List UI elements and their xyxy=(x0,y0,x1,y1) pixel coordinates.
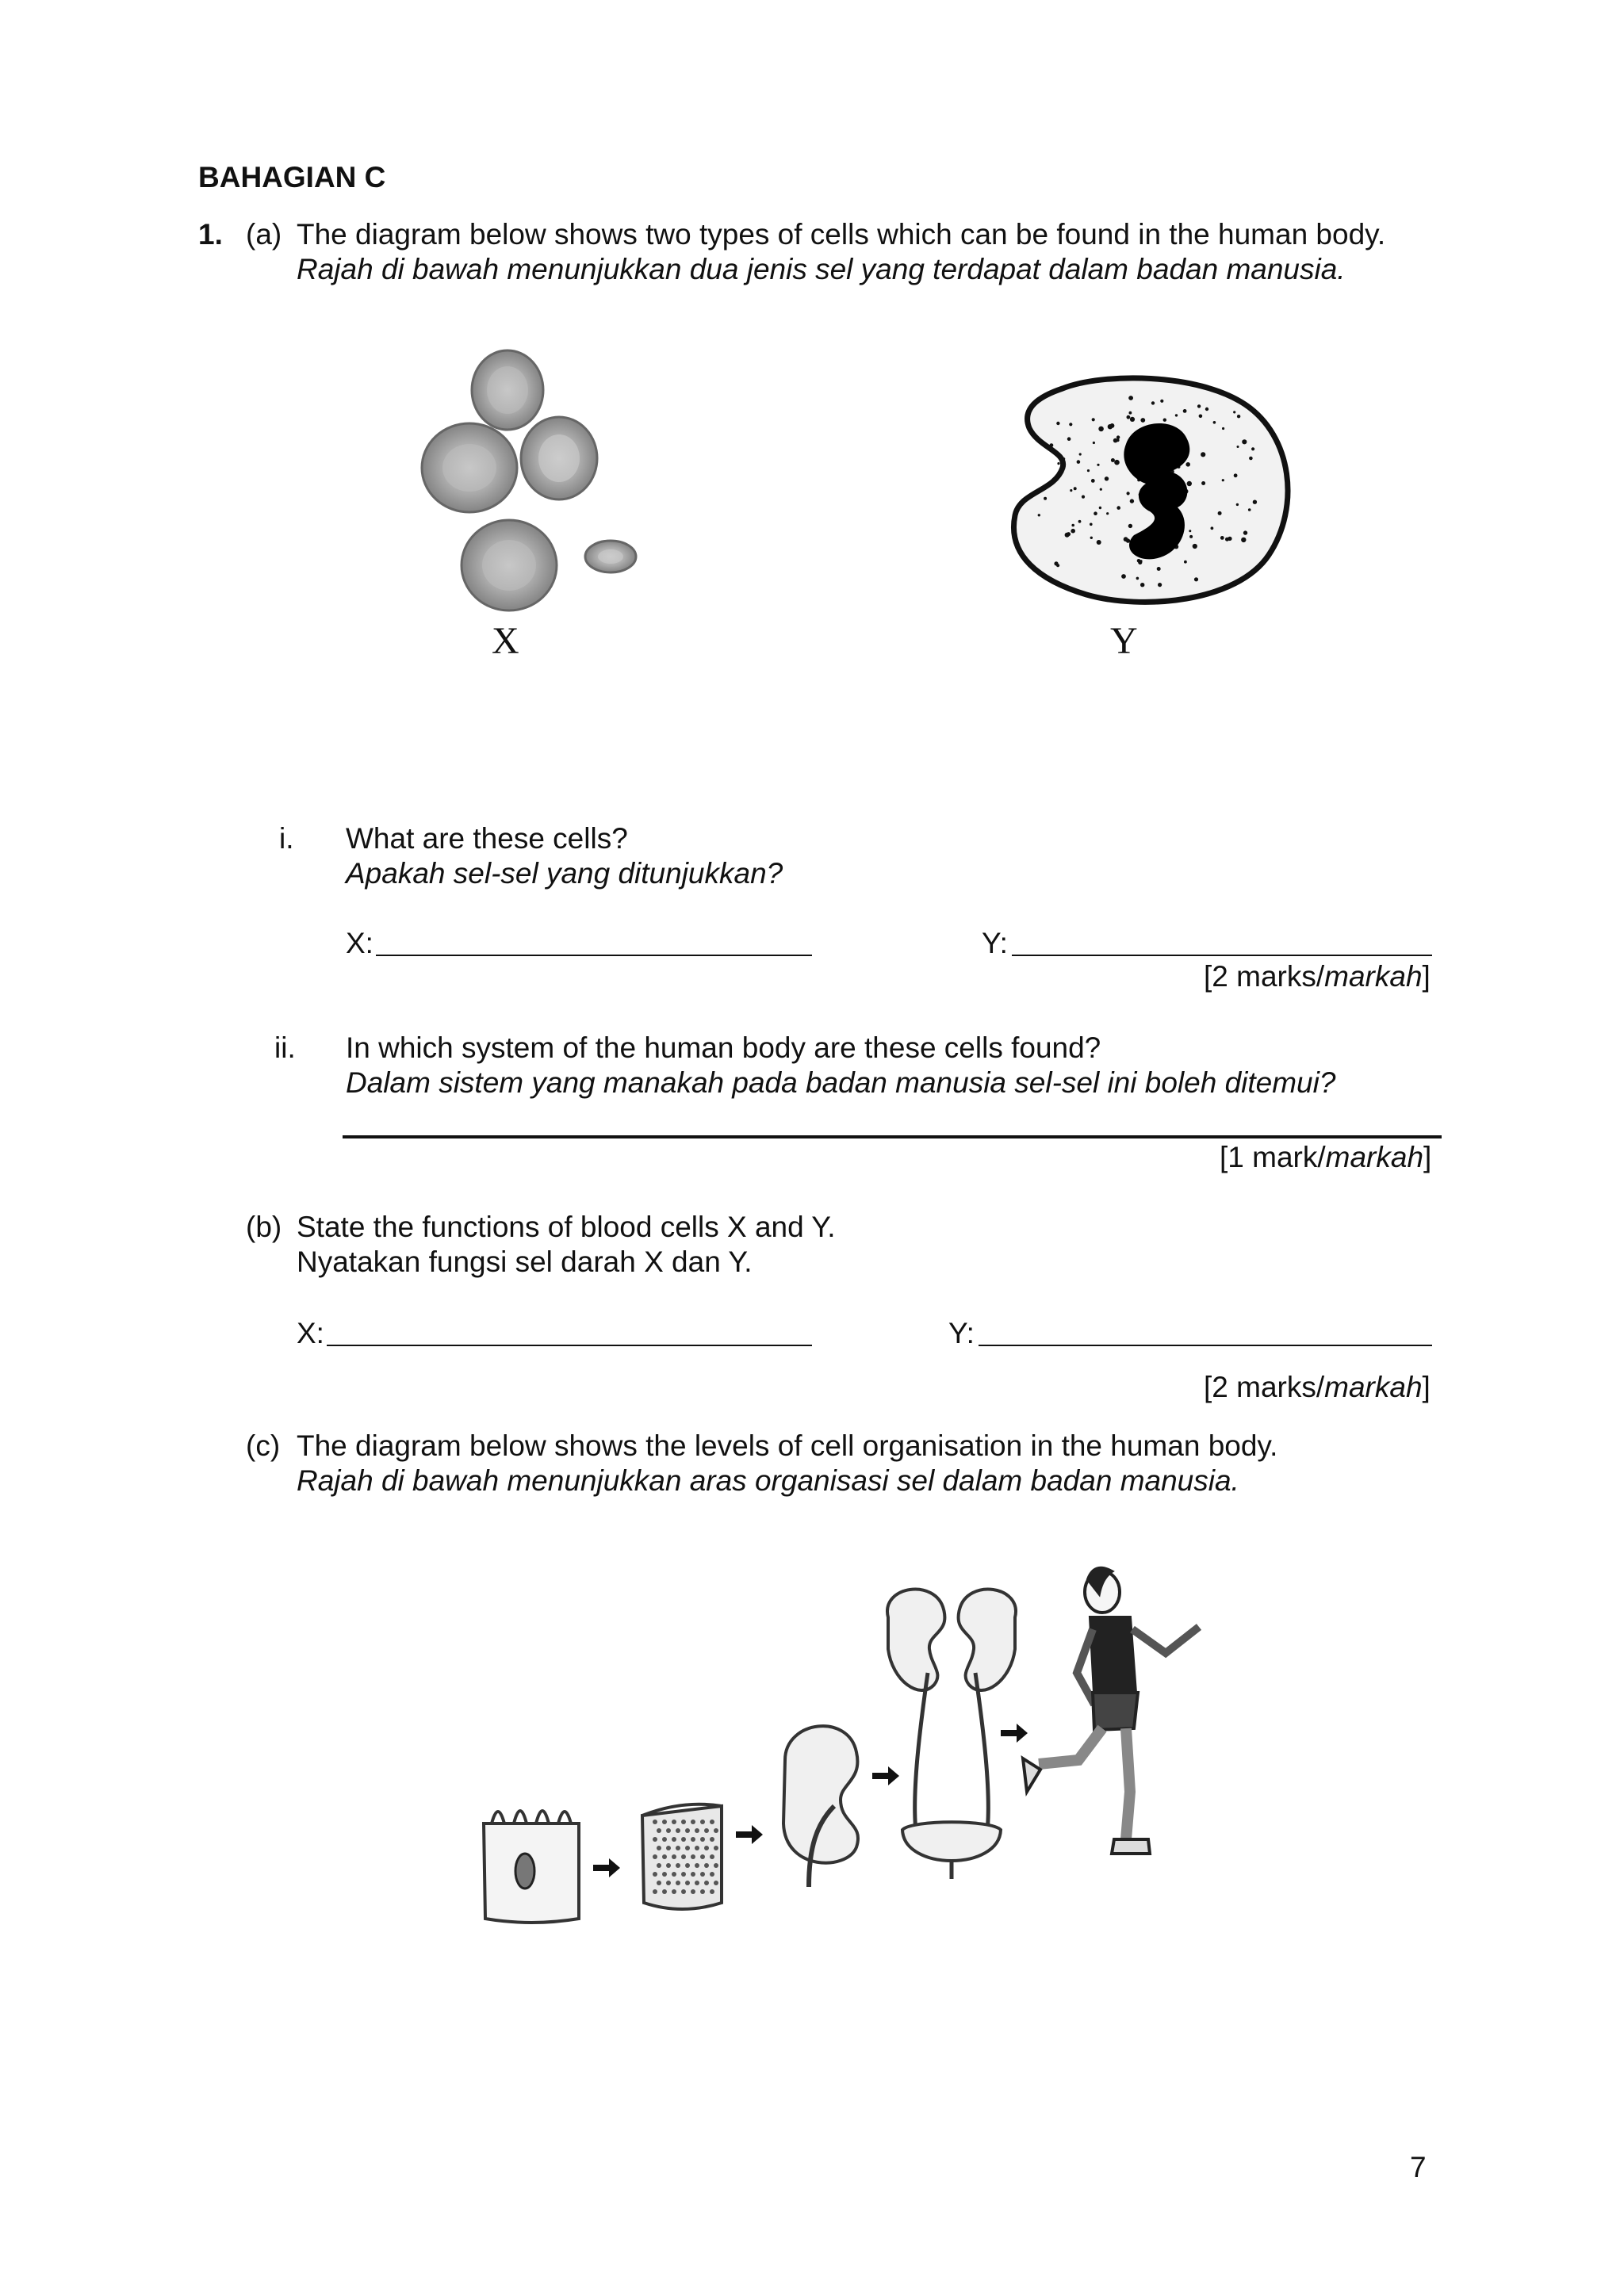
part-a-i-text-en: What are these cells? xyxy=(346,822,628,855)
part-a-text-ms: Rajah di bawah menunjukkan dua jenis sel yang terdapat dalam badan manusia. xyxy=(297,253,1346,285)
arrow-icon xyxy=(1001,1724,1028,1743)
function-y-label: Y: xyxy=(948,1317,975,1349)
red-blood-cell xyxy=(521,417,597,499)
section-title: BAHAGIAN C xyxy=(198,161,386,193)
arrow-icon xyxy=(736,1825,763,1844)
red-blood-cell xyxy=(462,520,557,610)
part-a-ii-text-en: In which system of the human body are these cells found? xyxy=(346,1031,1101,1064)
function-x-label: X: xyxy=(297,1317,324,1349)
small-red-blood-cell xyxy=(585,541,636,572)
part-b-text-en: State the functions of blood cells X and Y. xyxy=(297,1211,836,1243)
part-a-i-label: i. xyxy=(279,822,294,855)
arrow-icon xyxy=(593,1858,620,1877)
function-x-line[interactable] xyxy=(327,1345,812,1346)
part-a-i-text-ms: Apakah sel-sel yang ditunjukkan? xyxy=(346,857,783,890)
marks-a-i: [2 marks/markah] xyxy=(1204,960,1431,993)
marks-b: [2 marks/markah] xyxy=(1204,1371,1431,1403)
part-a-label: (a) xyxy=(246,218,282,251)
part-c-text-ms: Rajah di bawah menunjukkan aras organisasi sel dalam badan manusia. xyxy=(297,1464,1239,1497)
answer-x-label: X: xyxy=(346,927,373,959)
answer-system-line[interactable] xyxy=(343,1135,1442,1138)
question-number: 1. xyxy=(198,218,223,251)
cell-organisation-diagram xyxy=(468,1554,1245,1934)
part-b-label: (b) xyxy=(246,1211,282,1243)
cell-label-x: X xyxy=(492,620,519,662)
part-a-ii-text-ms: Dalam sistem yang manakah pada badan manusia sel-sel ini boleh ditemui? xyxy=(346,1066,1336,1099)
answer-x-line[interactable] xyxy=(376,955,812,956)
urinary-system-drawing xyxy=(887,1590,1016,1879)
cell-drawing xyxy=(484,1811,579,1923)
red-blood-cells-diagram xyxy=(396,341,666,626)
arrow-icon xyxy=(872,1766,899,1785)
white-blood-cell-diagram xyxy=(1007,373,1293,610)
answer-y-line[interactable] xyxy=(1012,955,1432,956)
tissue-drawing xyxy=(642,1804,722,1909)
red-blood-cell xyxy=(422,423,517,512)
answer-y-label: Y: xyxy=(982,927,1008,959)
kidney-organ-drawing xyxy=(783,1726,858,1887)
part-b-text-ms: Nyatakan fungsi sel darah X dan Y. xyxy=(297,1246,753,1278)
part-a-ii-label: ii. xyxy=(274,1031,296,1064)
marks-a-ii: [1 mark/markah] xyxy=(1220,1141,1432,1173)
page-number: 7 xyxy=(1410,2151,1427,2183)
part-c-label: (c) xyxy=(246,1429,281,1462)
cell-label-y: Y xyxy=(1110,620,1138,662)
part-c-text-en: The diagram below shows the levels of cell organisation in the human body. xyxy=(297,1429,1278,1462)
red-blood-cell xyxy=(472,350,543,430)
part-a-text-en: The diagram below shows two types of cells which can be found in the human body. xyxy=(297,218,1386,251)
function-y-line[interactable] xyxy=(979,1345,1432,1346)
running-woman-drawing xyxy=(1023,1568,1199,1854)
